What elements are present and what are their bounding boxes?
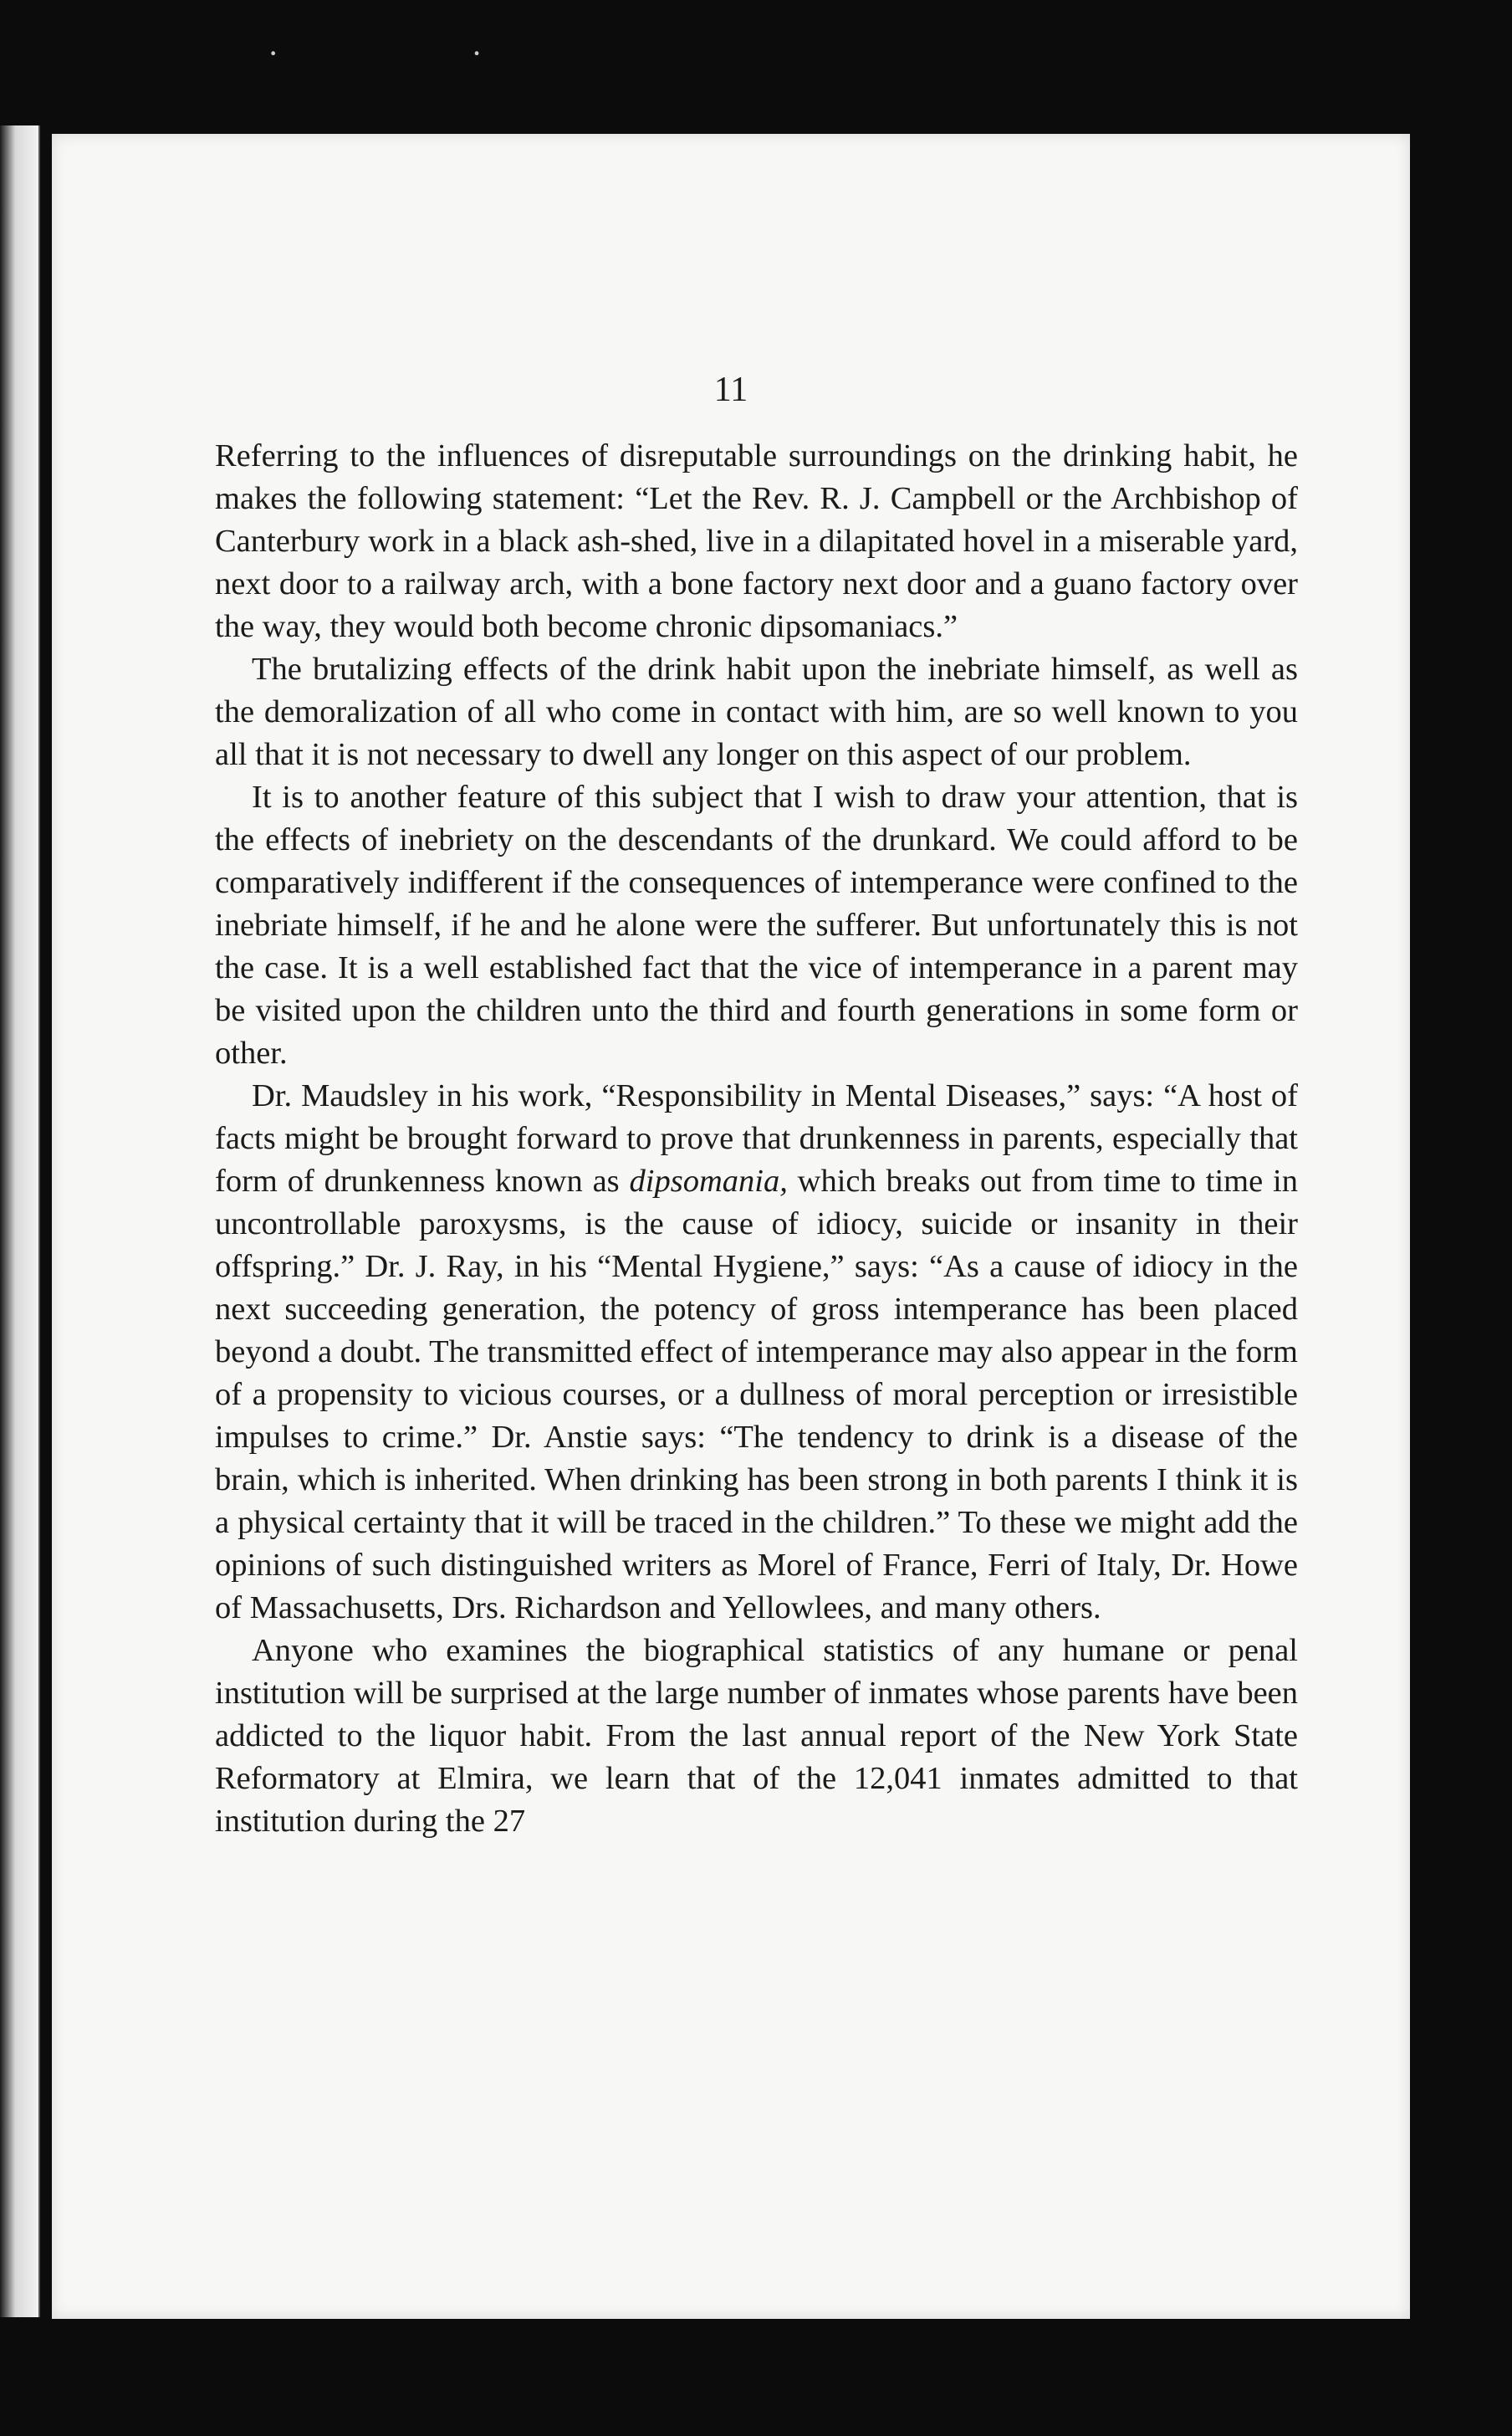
paragraph-5: Anyone who examines the biographical statistics of any humane or penal institution will be surprised at the large number of inmates whose parents have been addicted to the liquor habit. From the last annual report of the New York State Reformatory at Elmira, we learn that of the 12,041 inmates admitted to that institution during the 27 xyxy=(215,1633,1298,1839)
paragraph-2: The brutalizing effects of the drink habit upon the inebriate himself, as well as the demoralization of all who come in contact with him, are so well known to you all that it is not necessary to dwell any longer on this aspect of our problem. xyxy=(215,652,1298,772)
paragraph-4-text-start: Dr. Maudsley in his work, “Responsibility in Mental Diseases,” says: “A host of facts might be brought forward to prove that drunkenness in parents, especially that form of drunkenness known as xyxy=(215,1078,1298,1199)
book-page xyxy=(52,134,1410,2319)
paragraph-4 xyxy=(215,1075,1298,1630)
page-body xyxy=(215,435,1298,1843)
scan-specks: · · xyxy=(268,34,575,72)
paragraph-4-italic-term: dipsomania, xyxy=(629,1164,788,1199)
paragraph-1: Referring to the influences of disreputable surroundings on the drinking habit, he makes the following statement: “Let the Rev. R. J. Campbell or the Archbishop of Canterbury work in a black ash-shed, live in a dilapitated hovel in a miserable yard, next door to a railway arch, with a bone factory next door and a guano factory over the way, they would both become chronic dipsomaniacs.” xyxy=(215,438,1298,644)
facing-page-edge xyxy=(0,125,40,2317)
paragraph-3: It is to another feature of this subject that I wish to draw your attention, that is the effects of inebriety on the descendants of the drunkard. We could afford to be comparatively indifferent if the consequences of intemperance were confined to the inebriate himself, if he and he alone were the sufferer. But unfortunately this is not the case. It is a well established fact that the vice of intemperance in a parent may be visited upon the children unto the third and fourth generations in some form or other. xyxy=(215,780,1298,1071)
page-number: 11 xyxy=(713,371,748,409)
paragraph-4-text-end: which breaks out from time to time in uncontrollable paroxysms, is the cause of idiocy, suicide or insanity in their offspring.” Dr. J. Ray, in his “Mental Hygiene,” says: “As a cause of idiocy in the next succeeding generation, the potency of gross intemperance has been placed beyond a doubt. The transmitted effect of intemperance may also appear in the form of a propensity to vicious courses, or a dullness of moral perception or irresistible impulses to crime.” Dr. Anstie says: “The tendency to drink is a disease of the brain, which is inherited. When drinking has been strong in both parents I think it is a physical certainty that it will be traced in the children.” To these we might add the opinions of such distinguished writers as Morel of France, Ferri of Italy, Dr. Howe of Massachusetts, Drs. Richardson and Yellowlees, and many others. xyxy=(215,1164,1298,1625)
